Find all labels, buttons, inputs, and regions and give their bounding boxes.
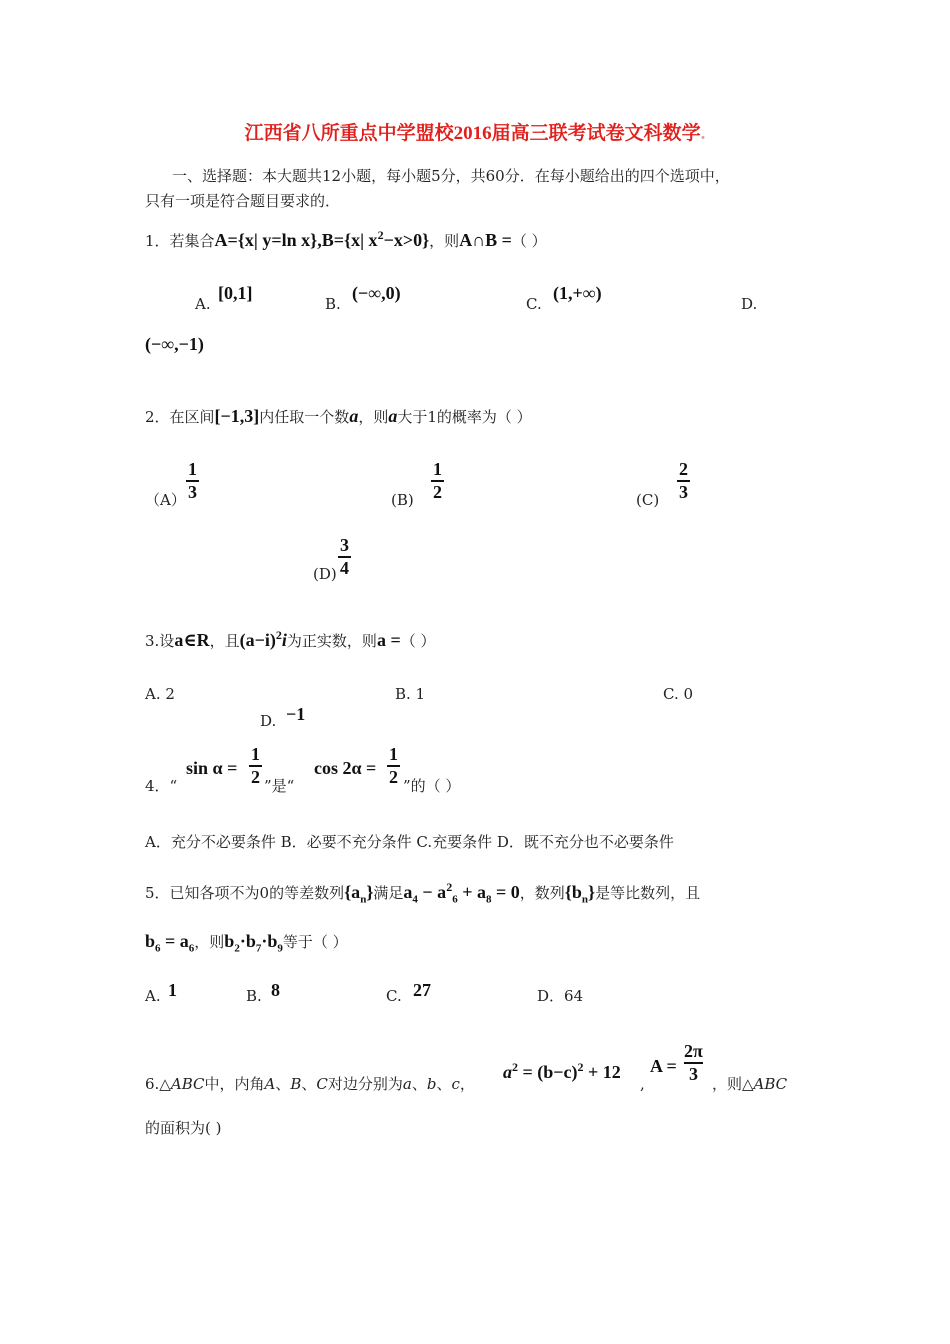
q2-option-a-fraction: $\frac{1}{3}$: [188, 459, 197, 502]
q1-option-c-value: (1,+∞): [553, 283, 602, 303]
question-6-line1: 6.△ABC中，内角A、B、C对边分别为a、b、c，: [145, 1075, 475, 1093]
q5-option-b-value: 8: [271, 980, 280, 1000]
q5-geo-seq: $\{b_n\}$: [564, 882, 596, 906]
question-1: 1．若集合A={x| y=ln x},B={x| $x^2-x>0$}，则A∩B =（ ）: [145, 228, 547, 250]
q2-interval: [−1,3]: [214, 406, 260, 426]
q5-option-b: B.: [246, 987, 262, 1005]
q3-expression: $(a-i)^2i$: [239, 628, 287, 650]
q3-option-c: C. 0: [663, 685, 694, 703]
q3-option-b: B. 1: [395, 685, 426, 703]
q2-option-c-fraction: $\frac{2}{3}$: [679, 459, 688, 502]
q6-equation: $a^2 = (b-c)^2 + 12$: [503, 1060, 621, 1082]
q5-b6-eq: $b_6 = a_6$: [145, 931, 195, 955]
q3-option-a: A. 2: [145, 685, 175, 703]
exam-title: 江西省八所重点中学盟校2016届高三联考试卷文科数学.: [244, 123, 706, 144]
q2-option-b: (B): [391, 491, 414, 509]
question-3: 3.设a∈R，且$(a-i)^2i$为正实数，则a =（ ）: [145, 628, 436, 650]
q1-set-b: B={x| $x^2-x>0$}: [321, 228, 430, 250]
q4-sin-fraction: $\frac{1}{2}$: [251, 744, 260, 787]
q6-line1-end: ，则△ABC: [712, 1075, 788, 1093]
q3-option-d-value: −1: [286, 704, 306, 724]
q1-option-d-value: (−∞,−1): [145, 334, 204, 354]
q6-angle-fraction: $\frac{2\pi}{3}$: [684, 1041, 703, 1084]
q5-option-d: D．64: [537, 987, 584, 1005]
q4-sin-expression: sin α =: [186, 758, 238, 778]
q1-option-c: C.: [526, 295, 542, 313]
question-5-line1: 5．已知各项不为0的等差数列$\{a_n\}$满足$a_4 - a^2_6 + a_8 = 0$，数列$\{b_n\}$是等比数列，且: [145, 880, 701, 906]
q5-option-c-value: 27: [413, 980, 431, 1000]
section-intro-line1: 一、选择题：本大题共12小题，每小题5分，共60分．在每小题给出的四个选项中，: [172, 167, 730, 185]
q1-option-b: B.: [325, 295, 341, 313]
q4-options: A．充分不必要条件 B．必要不充分条件 C.充要条件 D．既不充分也不必要条件: [145, 833, 674, 851]
q1-intersection: A∩B =: [459, 230, 512, 250]
q2-option-c: (C): [636, 491, 660, 509]
q5-arith-seq: $\{a_n\}$: [344, 882, 374, 906]
q1-option-a-value: [0,1]: [218, 283, 253, 303]
q3-option-d: D.: [260, 712, 277, 730]
q4-cos-fraction: $\frac{1}{2}$: [389, 744, 398, 787]
q5-option-c: C.: [386, 987, 402, 1005]
question-6-line2: 的面积为( ): [145, 1119, 222, 1137]
q4-suffix: ”的（ ）: [403, 777, 461, 795]
q5-condition: $a_4 - a^2_6 + a_8 = 0$: [403, 880, 520, 906]
q1-option-a: A.: [195, 295, 211, 313]
q1-option-d: D.: [741, 295, 758, 313]
question-5-line2: $b_6 = a_6$，则$b_2\cdot b_7\cdot b_9$等于（ ）: [145, 931, 348, 955]
q6-angle-expression: A =: [650, 1056, 677, 1076]
q3-condition: a∈R: [174, 630, 210, 650]
section-intro-line2: 只有一项是符合题目要求的．: [145, 192, 341, 210]
q4-cos-expression: cos 2α =: [314, 758, 377, 778]
q2-option-a: （A）: [145, 491, 186, 509]
q2-option-d: (D): [313, 565, 337, 583]
q2-option-d-fraction: $\frac{3}{4}$: [340, 535, 349, 578]
q5-option-a-value: 1: [168, 980, 177, 1000]
q1-option-b-value: (−∞,0): [352, 283, 401, 303]
q1-set-a: A={x| y=ln x},: [214, 230, 322, 250]
q5-product: $b_2\cdot b_7\cdot b_9$: [224, 931, 283, 955]
question-2: 2．在区间[−1,3]内任取一个数a，则a大于1的概率为（ ）: [145, 406, 532, 426]
q6-comma: ,: [640, 1075, 645, 1093]
q2-option-b-fraction: $\frac{1}{2}$: [433, 459, 442, 502]
q4-middle: ”是“: [264, 777, 295, 795]
q4-prefix: 4．“: [145, 777, 178, 795]
q5-option-a: A.: [145, 987, 161, 1005]
